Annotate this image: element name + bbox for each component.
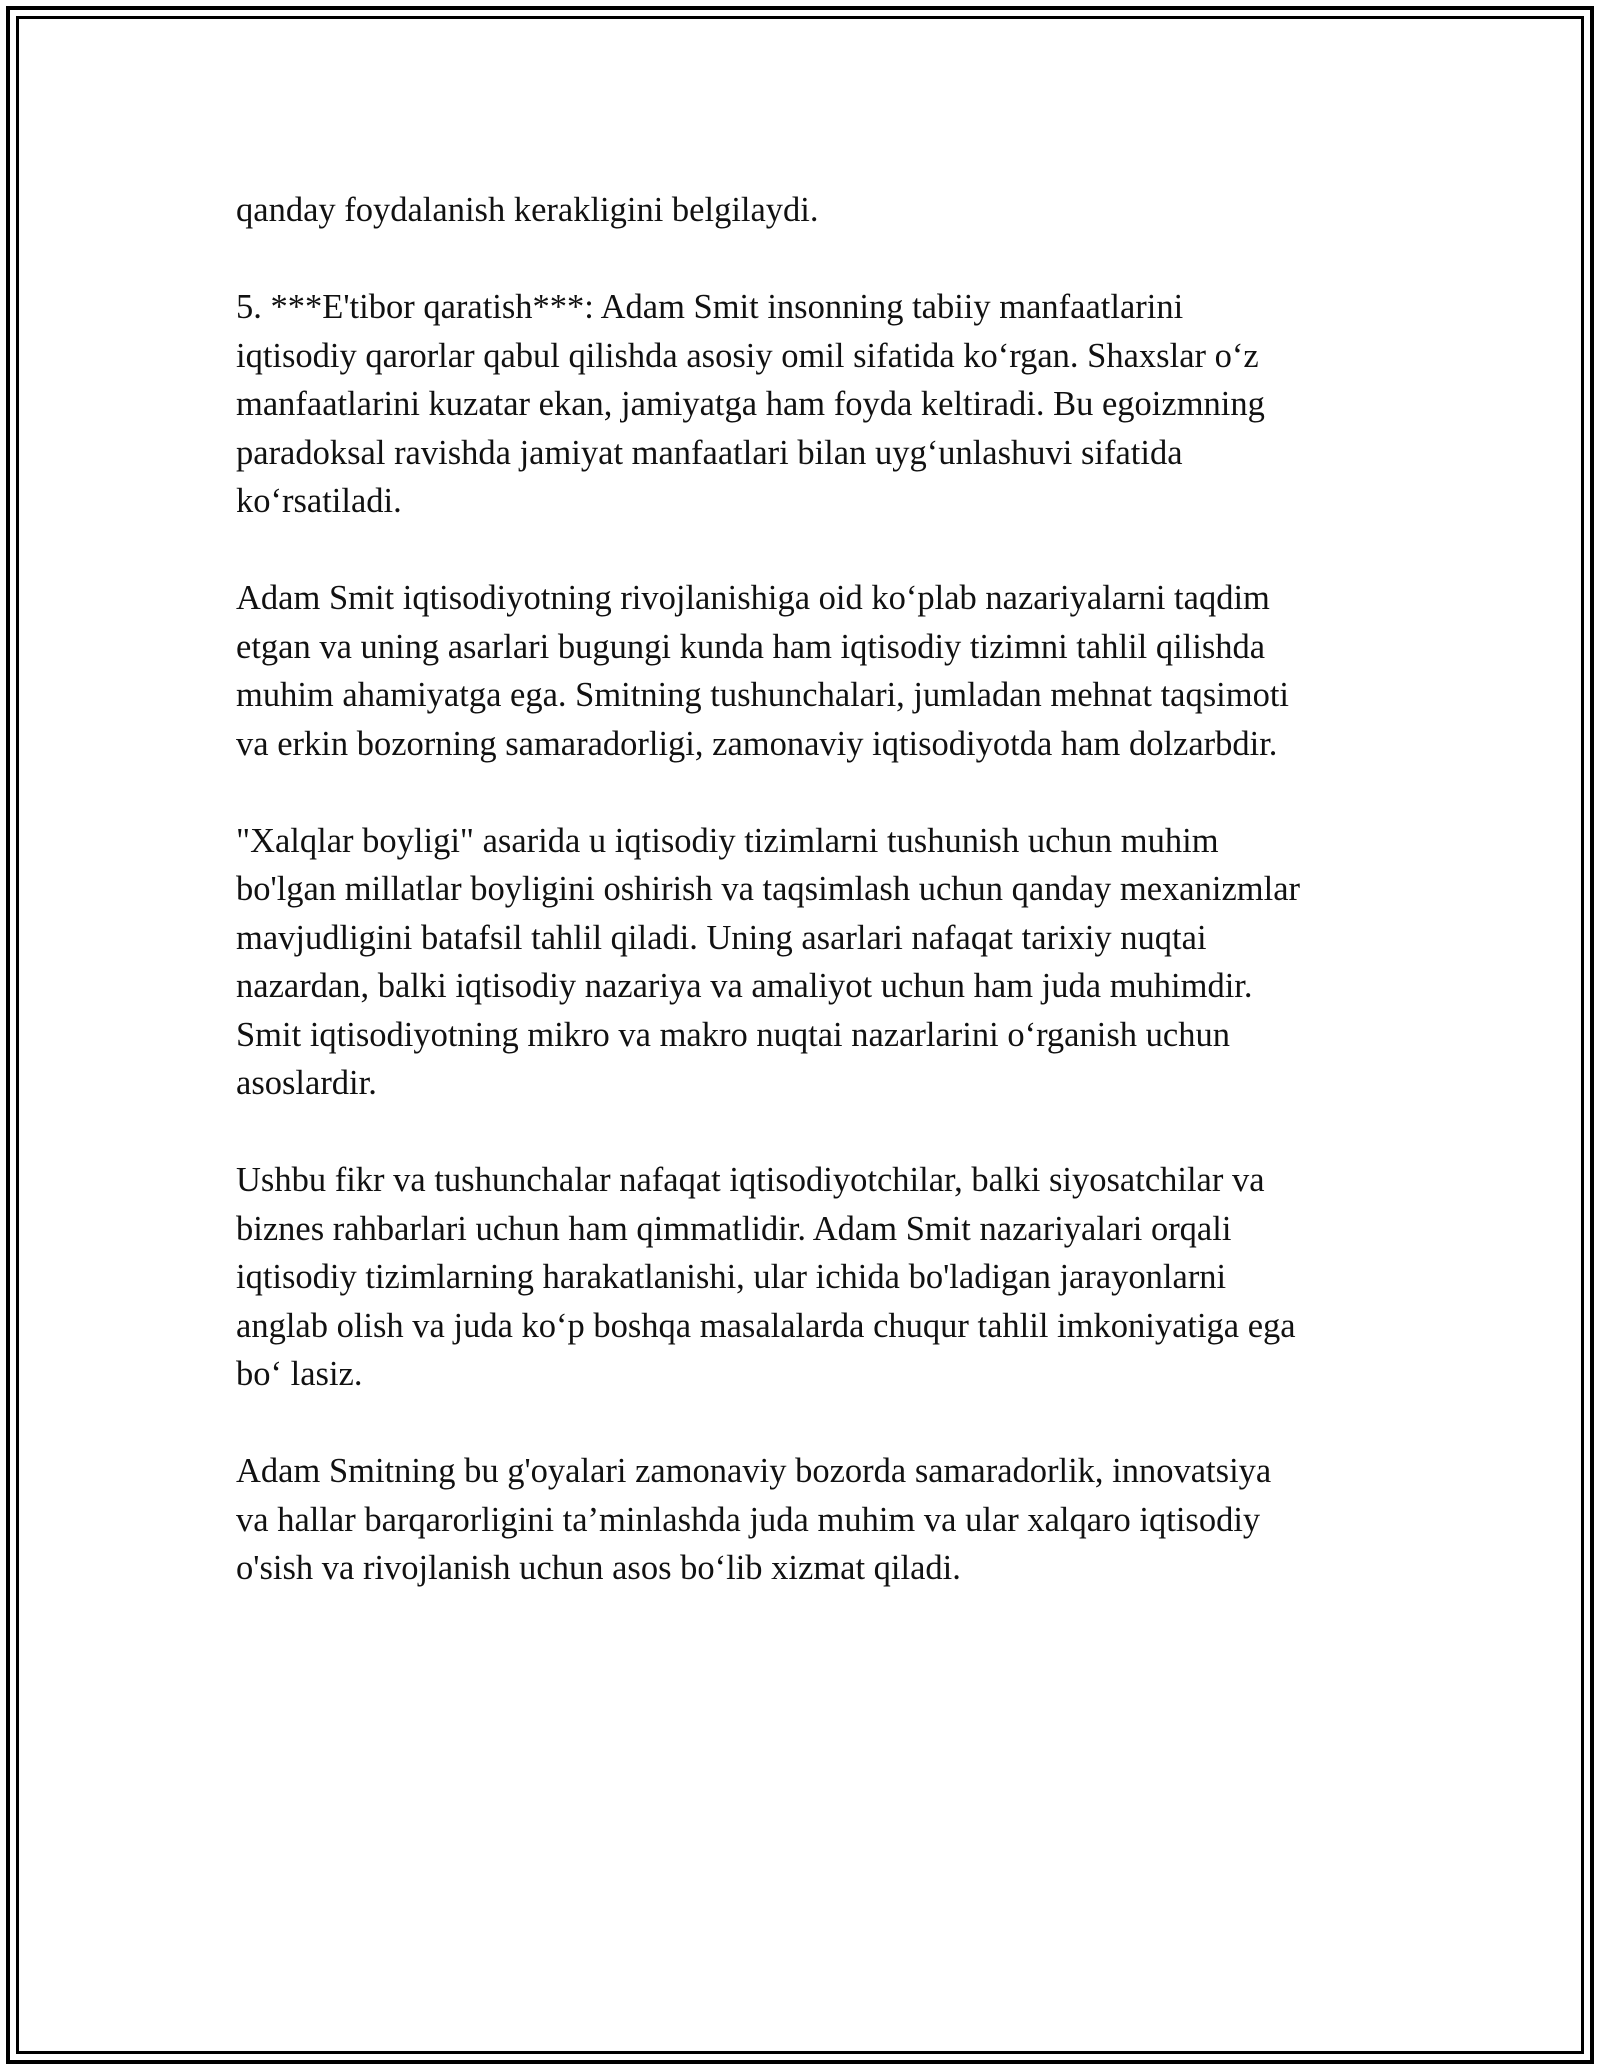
paragraph-item-5: 5. ***E'tibor qaratish***: Adam Smit insonning tabiiy manfaatlarini iqtisodiy qarorlar qabul qilishda asosiy omil sifatida ko‘rgan. Shaxslar o‘z manfaatlarini kuzatar ekan, jamiyatga ham foyda keltiradi. Bu egoizmning paradoksal ravishda jamiyat manfaatlari bilan uyg‘unlashuvi sifatida ko‘rsatiladi. (236, 288, 1265, 520)
paragraph-continuation: qanday foydalanish kerakligini belgilaydi. (236, 191, 819, 229)
paragraph-theories: Adam Smit iqtisodiyotning rivojlanishiga oid ko‘plab nazariyalarni taqdim etgan va uning asarlari bugungi kunda ham iqtisodiy tizimni tahlil qilishda muhim ahamiyatga ega. Smitning tushunchalari, jumladan mehnat taqsimoti va erkin bozorning samaradorligi, zamonaviy iqtisodiyotda ham dolzarbdir. (236, 579, 1289, 763)
paragraph-value: Ushbu fikr va tushunchalar nafaqat iqtisodiyotchilar, balki siyosatchilar va biznes rahbarlari uchun ham qimmatlidir. Adam Smit nazariyalari orqali iqtisodiy tizimlarning harakatlanishi, ular ichida bo'ladigan jarayonlarni anglab olish va juda ko‘p boshqa masalalarda chuqur tahlil imkoniyatiga ega bo‘ lasiz. (236, 1161, 1296, 1393)
paragraph-wealth-of-nations: "Xalqlar boyligi" asarida u iqtisodiy tizimlarni tushunish uchun muhim bo'lgan millatlar boyligini oshirish va taqsimlash uchun qanday mexanizmlar mavjudligini batafsil tahlil qiladi. Uning asarlari nafaqat tarixiy nuqtai nazardan, balki iqtisodiy nazariya va amaliyot uchun ham juda muhimdir. Smit iqtisodiyotning mikro va makro nuqtai nazarlarini o‘rganish uchun asoslardir. (236, 821, 1300, 1102)
document-body (236, 186, 1396, 1641)
paragraph-conclusion: Adam Smitning bu g'oyalari zamonaviy bozorda samaradorlik, innovatsiya va hallar barqarorligini ta’minlashda juda muhim va ular xalqaro iqtisodiy o'sish va rivojlanish uchun asos bo‘lib xizmat qiladi. (236, 1452, 1272, 1587)
